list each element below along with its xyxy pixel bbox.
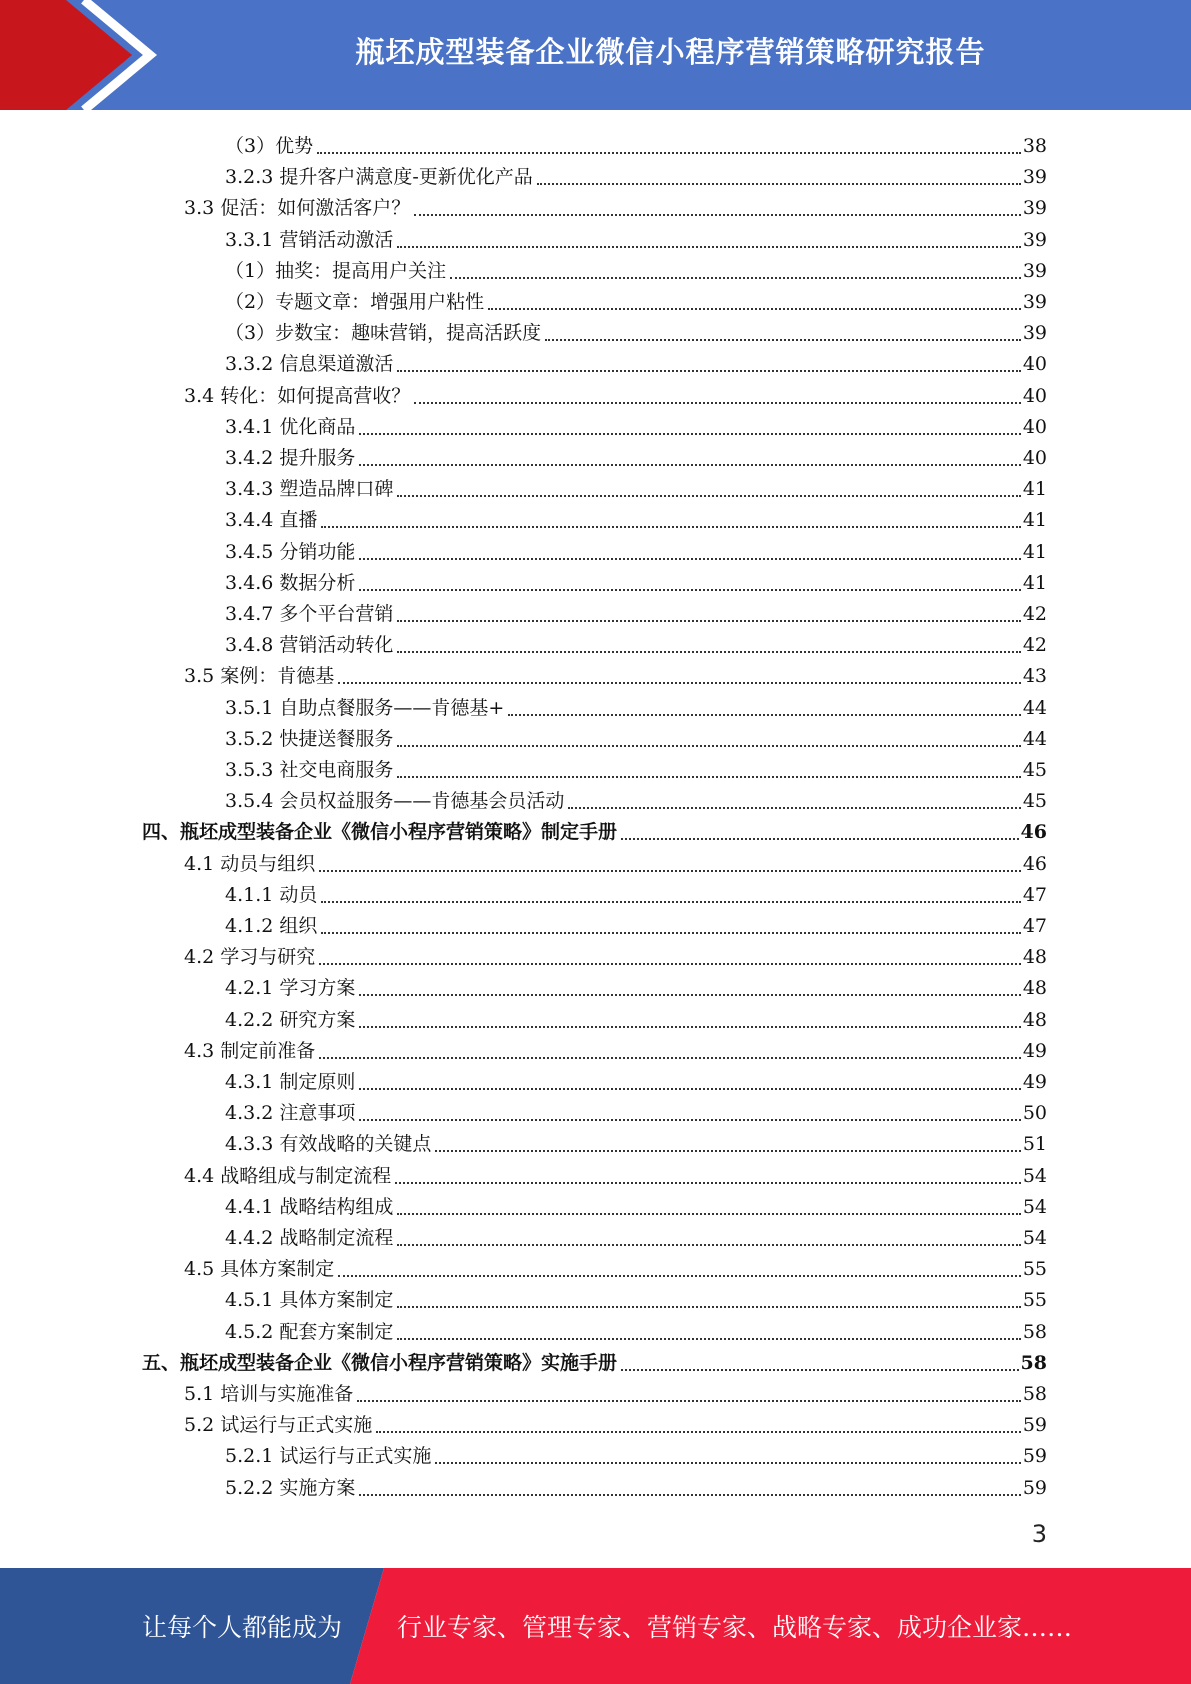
- toc-dot-leader: [395, 1178, 1021, 1184]
- toc-dot-leader: [321, 897, 1020, 903]
- toc-entry[interactable]: [142, 1344, 1047, 1375]
- toc-entry-page-number: 54: [1022, 1227, 1047, 1249]
- toc-dot-leader: [488, 304, 1021, 310]
- toc-entry-page-number: 46: [1020, 821, 1047, 844]
- toc-entry[interactable]: [184, 657, 1047, 688]
- toc-entry-page-number: 40: [1022, 415, 1047, 438]
- toc-entry[interactable]: [225, 969, 1047, 1000]
- toc-entry-label: 3.5.4 会员权益服务——肯德基会员活动: [225, 790, 565, 813]
- toc-entry-page-number: 41: [1022, 571, 1047, 594]
- toc-entry-label: 4.3.3 有效战略的关键点: [225, 1133, 432, 1156]
- toc-entry-page-number: 40: [1022, 447, 1047, 469]
- toc-entry-label: 4.2.1 学习方案: [225, 977, 356, 1000]
- toc-entry[interactable]: [184, 1375, 1047, 1406]
- toc-entry[interactable]: [225, 439, 1047, 470]
- toc-entry-label: 5.2.1 试运行与正式实施: [225, 1445, 432, 1468]
- toc-dot-leader: [359, 1022, 1020, 1028]
- toc-entry[interactable]: [225, 1437, 1047, 1468]
- toc-entry-page-number: 55: [1022, 1258, 1047, 1281]
- toc-entry-label: 4.2.2 研究方案: [225, 1008, 356, 1031]
- toc-entry-page-number: 54: [1022, 1164, 1047, 1187]
- toc-entry-page-number: 44: [1022, 727, 1047, 750]
- toc-entry-page-number: 39: [1022, 291, 1047, 313]
- toc-entry[interactable]: [184, 1250, 1047, 1281]
- toc-entry[interactable]: [184, 938, 1047, 969]
- toc-dot-leader: [319, 1053, 1021, 1059]
- toc-entry[interactable]: [142, 813, 1047, 844]
- toc-entry-page-number: 39: [1022, 322, 1047, 345]
- toc-entry-label: 五、瓶坯成型装备企业《微信小程序营销策略》实施手册: [142, 1351, 618, 1374]
- toc-entry-label: 5.2.2 实施方案: [225, 1476, 356, 1499]
- footer-slogan-right: 行业专家、管理专家、营销专家、战略专家、成功企业家……: [397, 1613, 1073, 1642]
- toc-entry-label: 4.5 具体方案制定: [184, 1258, 335, 1281]
- toc-dot-leader: [414, 210, 1021, 216]
- toc-entry[interactable]: [225, 689, 1047, 720]
- toc-entry-label: 3.4.6 数据分析: [225, 571, 356, 594]
- toc-entry-label: 4.5.1 具体方案制定: [225, 1289, 394, 1312]
- toc-dot-leader: [397, 242, 1020, 248]
- toc-entry[interactable]: [225, 1313, 1047, 1344]
- toc-dot-leader: [357, 1396, 1021, 1402]
- toc-dot-leader: [338, 678, 1021, 684]
- toc-entry-page-number: 42: [1022, 603, 1047, 625]
- toc-entry[interactable]: [225, 1219, 1047, 1250]
- toc-entry-page-number: 58: [1022, 1320, 1047, 1343]
- toc-dot-leader: [397, 1302, 1020, 1308]
- page-number: 3: [1031, 1520, 1047, 1548]
- toc-entry[interactable]: [225, 533, 1047, 564]
- toc-entry-label: 4.3.1 制定原则: [225, 1071, 356, 1093]
- toc-entry-label: 四、瓶坯成型装备企业《微信小程序营销策略》制定手册: [142, 821, 618, 844]
- toc-entry[interactable]: [225, 1125, 1047, 1156]
- toc-dot-leader: [621, 834, 1019, 840]
- toc-entry[interactable]: [225, 720, 1047, 751]
- toc-entry[interactable]: [225, 501, 1047, 532]
- toc-entry[interactable]: [225, 1469, 1047, 1500]
- toc-dot-leader: [359, 429, 1020, 435]
- toc-entry[interactable]: [225, 564, 1047, 595]
- footer-slogan-left: 让每个人都能成为: [142, 1613, 343, 1642]
- toc-dot-leader: [359, 990, 1020, 996]
- toc-entry-label: 3.5.1 自助点餐服务——肯德基+: [225, 696, 505, 719]
- toc-entry-label: 4.3.2 注意事项: [225, 1102, 356, 1125]
- toc-entry-page-number: 39: [1022, 197, 1047, 220]
- toc-entry[interactable]: [184, 1157, 1047, 1188]
- toc-entry[interactable]: [225, 283, 1047, 314]
- toc-entry[interactable]: [225, 876, 1047, 907]
- toc-entry-label: （3）步数宝：趣味营销，提高活跃度: [225, 322, 542, 345]
- toc-entry[interactable]: [225, 1094, 1047, 1125]
- toc-entry-page-number: 58: [1020, 1351, 1047, 1374]
- toc-entry-label: （3）优势: [225, 135, 314, 157]
- toc-entry-page-number: 41: [1022, 478, 1047, 501]
- toc-entry-label: 4.1 动员与组织: [184, 852, 316, 875]
- toc-entry[interactable]: [225, 1188, 1047, 1219]
- toc-entry-page-number: 39: [1022, 259, 1047, 282]
- toc-entry-page-number: 46: [1022, 852, 1047, 875]
- toc-entry-page-number: 41: [1022, 509, 1047, 532]
- toc-dot-leader: [359, 554, 1020, 560]
- toc-entry[interactable]: [184, 377, 1047, 408]
- toc-entry-page-number: 43: [1022, 665, 1047, 688]
- toc-entry-page-number: 49: [1022, 1039, 1047, 1062]
- toc-entry-page-number: 40: [1022, 353, 1047, 376]
- toc-entry[interactable]: [225, 408, 1047, 439]
- toc-entry-page-number: 50: [1022, 1102, 1047, 1125]
- toc-dot-leader: [359, 585, 1020, 591]
- toc-dot-leader: [397, 741, 1020, 747]
- toc-entry-label: 5.1 培训与实施准备: [184, 1383, 354, 1405]
- toc-dot-leader: [450, 273, 1021, 279]
- toc-entry-label: 4.1.2 组织: [225, 915, 318, 937]
- toc-entry[interactable]: [225, 782, 1047, 813]
- toc-entry-label: 4.4 战略组成与制定流程: [184, 1164, 392, 1187]
- toc-dot-leader: [359, 1115, 1020, 1121]
- toc-entry[interactable]: [184, 1406, 1047, 1437]
- toc-dot-leader: [508, 710, 1021, 716]
- toc-entry[interactable]: [184, 845, 1047, 876]
- toc-entry-label: 4.2 学习与研究: [184, 946, 316, 969]
- toc-entry-page-number: 48: [1022, 946, 1047, 969]
- toc-entry-page-number: 41: [1022, 540, 1047, 563]
- toc-entry-page-number: 59: [1022, 1414, 1047, 1437]
- toc-entry[interactable]: [225, 314, 1047, 345]
- report-title: 瓶坯成型装备企业微信小程序营销策略研究报告: [355, 34, 986, 69]
- toc-entry-page-number: 55: [1022, 1289, 1047, 1312]
- toc-entry[interactable]: [225, 127, 1047, 158]
- toc-entry-label: 4.4.2 战略制定流程: [225, 1227, 394, 1249]
- toc-entry[interactable]: [225, 907, 1047, 938]
- toc-dot-leader: [321, 928, 1020, 934]
- toc-dot-leader: [397, 1209, 1020, 1215]
- toc-entry-label: 3.4.3 塑造品牌口碑: [225, 478, 394, 501]
- toc-entry[interactable]: [225, 1063, 1047, 1094]
- toc-entry-label: （1）抽奖：提高用户关注: [225, 259, 447, 282]
- toc-entry[interactable]: [225, 345, 1047, 376]
- toc-entry-label: 3.4.4 直播: [225, 509, 318, 532]
- toc-dot-leader: [359, 1490, 1020, 1496]
- toc-dot-leader: [397, 647, 1020, 653]
- toc-entry-page-number: 39: [1022, 166, 1047, 189]
- toc-dot-leader: [321, 522, 1020, 528]
- page-footer: [0, 1568, 1191, 1684]
- toc-dot-leader: [397, 1334, 1020, 1340]
- toc-entry-label: 4.4.1 战略结构组成: [225, 1195, 394, 1218]
- toc-entry-label: 3.2.3 提升客户满意度-更新优化产品: [225, 166, 533, 189]
- toc-dot-leader: [397, 1240, 1020, 1246]
- toc-entry[interactable]: [225, 626, 1047, 657]
- toc-dot-leader: [317, 148, 1021, 154]
- toc-entry-label: 3.4.5 分销功能: [225, 540, 356, 563]
- toc-dot-leader: [359, 1084, 1020, 1090]
- toc-dot-leader: [359, 460, 1020, 466]
- toc-entry-label: 5.2 试运行与正式实施: [184, 1414, 373, 1437]
- toc-entry-page-number: 54: [1022, 1195, 1047, 1218]
- toc-entry-page-number: 47: [1022, 915, 1047, 937]
- toc-entry-page-number: 47: [1022, 883, 1047, 906]
- toc-entry-label: 3.4.8 营销活动转化: [225, 634, 394, 657]
- toc-entry-label: 3.4.2 提升服务: [225, 447, 356, 469]
- toc-entry-page-number: 44: [1022, 696, 1047, 719]
- toc-entry-page-number: 40: [1022, 384, 1047, 407]
- toc-entry-label: 4.3 制定前准备: [184, 1039, 316, 1062]
- toc-dot-leader: [338, 1271, 1021, 1277]
- toc-entry[interactable]: [225, 470, 1047, 501]
- toc-entry[interactable]: [225, 595, 1047, 626]
- toc-entry[interactable]: [225, 1281, 1047, 1312]
- toc-entry[interactable]: [225, 221, 1047, 252]
- toc-entry-label: 3.5.2 快捷送餐服务: [225, 727, 394, 750]
- toc-entry-label: 4.5.2 配套方案制定: [225, 1320, 394, 1343]
- toc-entry[interactable]: [225, 158, 1047, 189]
- toc-dot-leader: [319, 959, 1021, 965]
- toc-dot-leader: [435, 1458, 1020, 1464]
- toc-entry-page-number: 59: [1022, 1476, 1047, 1499]
- page-header: [0, 0, 1191, 110]
- toc-entry-page-number: 38: [1022, 135, 1047, 157]
- toc-dot-leader: [376, 1427, 1021, 1433]
- toc-dot-leader: [397, 366, 1020, 372]
- toc-entry[interactable]: [225, 252, 1047, 283]
- toc-entry-label: 3.3.1 营销活动激活: [225, 228, 394, 251]
- toc-entry-page-number: 45: [1022, 759, 1047, 781]
- toc-entry[interactable]: [225, 751, 1047, 782]
- toc-entry-label: 3.4 转化：如何提高营收？: [184, 384, 411, 407]
- toc-dot-leader: [397, 491, 1020, 497]
- toc-entry-page-number: 48: [1022, 1008, 1047, 1031]
- toc-dot-leader: [397, 616, 1020, 622]
- toc-entry[interactable]: [184, 189, 1047, 220]
- toc-entry-page-number: 58: [1022, 1383, 1047, 1405]
- toc-entry-page-number: 45: [1022, 790, 1047, 813]
- toc-entry-page-number: 49: [1022, 1071, 1047, 1093]
- toc-entry[interactable]: [184, 1032, 1047, 1063]
- toc-entry-page-number: 48: [1022, 977, 1047, 1000]
- toc-entry-label: 3.4.1 优化商品: [225, 415, 356, 438]
- toc-entry-label: 3.3.2 信息渠道激活: [225, 353, 394, 376]
- toc-entry-label: 3.5 案例：肯德基: [184, 665, 335, 688]
- toc-dot-leader: [621, 1365, 1019, 1371]
- toc-dot-leader: [319, 866, 1021, 872]
- toc-dot-leader: [568, 803, 1020, 809]
- toc-dot-leader: [435, 1146, 1020, 1152]
- toc-entry-page-number: 39: [1022, 228, 1047, 251]
- toc-entry-label: （2）专题文章：增强用户粘性: [225, 291, 485, 313]
- toc-dot-leader: [414, 398, 1021, 404]
- toc-dot-leader: [545, 335, 1021, 341]
- toc-entry-page-number: 51: [1022, 1133, 1047, 1156]
- toc-entry-label: 3.5.3 社交电商服务: [225, 759, 394, 781]
- toc-entry-page-number: 42: [1022, 634, 1047, 657]
- toc-dot-leader: [537, 179, 1021, 185]
- toc-entry-label: 3.4.7 多个平台营销: [225, 603, 394, 625]
- toc-entry-label: 3.3 促活：如何激活客户？: [184, 197, 411, 220]
- toc-dot-leader: [397, 772, 1020, 778]
- toc-entry[interactable]: [225, 1001, 1047, 1032]
- toc-entry-page-number: 59: [1022, 1445, 1047, 1468]
- toc-entry-label: 4.1.1 动员: [225, 883, 318, 906]
